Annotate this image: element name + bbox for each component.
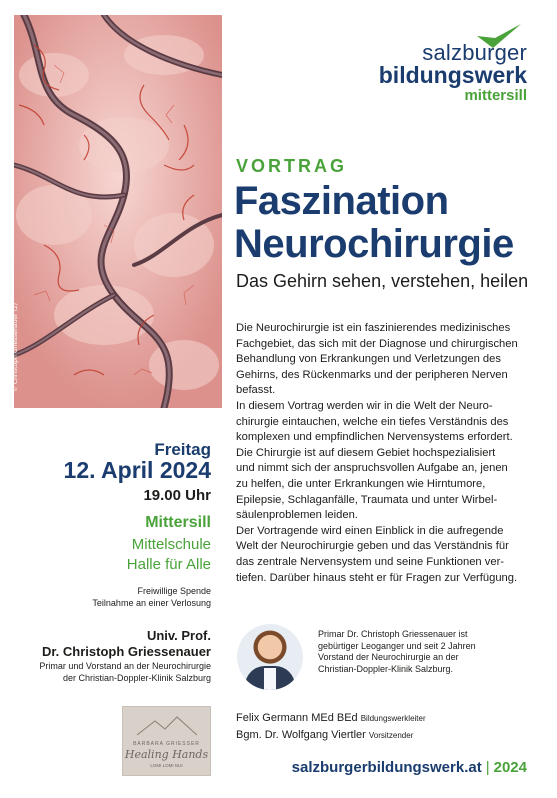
signature-name: Bgm. Dr. Wolfgang Viertler bbox=[236, 729, 366, 741]
event-venue: Mittelschule bbox=[131, 536, 211, 553]
title-line-1: Faszination bbox=[234, 179, 449, 223]
body-line: säulenproblemen leiden. bbox=[236, 509, 358, 522]
speaker-title: Univ. Prof. bbox=[146, 628, 211, 643]
bio-line: Christian-Doppler-Klinik Salzburg. bbox=[318, 663, 454, 674]
body-line: und nimmt sich der anspruchsvollen Aufgabe an, jenen bbox=[236, 462, 508, 475]
bio-line: gebürtiger Leoganger und seit 2 Jahren bbox=[318, 640, 476, 651]
sponsor-brand: Healing Hands bbox=[124, 748, 209, 761]
sponsor-tagline: LOMI LOMI NUI bbox=[150, 763, 183, 768]
event-title bbox=[234, 180, 514, 266]
speaker-name: Dr. Christoph Griessenauer bbox=[41, 644, 211, 659]
logo-check-icon bbox=[475, 22, 523, 50]
body-line: komplexen und empfindlichen Nervensystems erfordert. bbox=[236, 431, 513, 444]
sponsor-name: BARBARA GRIESSER bbox=[133, 741, 200, 747]
mountain-icon bbox=[137, 715, 197, 737]
speaker-portrait bbox=[237, 624, 303, 690]
speaker-role-line-1: Primar und Vorstand an der Neurochirurgie bbox=[39, 661, 211, 671]
speaker-bio bbox=[318, 629, 518, 675]
website-link[interactable]: salzburgerbildungswerk.at bbox=[291, 759, 482, 776]
body-line: In diesem Vortrag werden wir in die Welt der Neuro- bbox=[236, 399, 493, 412]
body-line: Die Chirurgie ist auf diesem Gebiet hochspezialisiert bbox=[236, 446, 496, 459]
logo-line-mittersill: mittersill bbox=[464, 87, 527, 104]
body-line: Der Vortragende wird einen Einblick in die aufregende bbox=[236, 524, 504, 537]
signature-name: Felix Germann MEd BEd bbox=[236, 712, 358, 724]
event-subtitle: Das Gehirn sehen, verstehen, heilen bbox=[236, 271, 529, 291]
body-line: Fachgebiet, das sich mit der Diagnose und chirurgischen bbox=[236, 337, 518, 350]
footer bbox=[292, 759, 527, 776]
event-date: 12. April 2024 bbox=[63, 457, 211, 483]
brain-surface-photo bbox=[14, 15, 222, 408]
logo-line-salzburger: salzburger bbox=[422, 40, 527, 65]
sponsor-logo bbox=[122, 706, 211, 776]
body-line: Welt der Neurochirurgie geben und das Verständnis für bbox=[236, 540, 509, 553]
speaker-role bbox=[39, 660, 211, 684]
body-line: befasst. bbox=[236, 384, 276, 397]
body-line: Epilepsie, Schlaganfälle, Traumata und unter Wirbel- bbox=[236, 493, 498, 506]
donation-line-1: Freiwillige Spende bbox=[137, 586, 211, 596]
event-day: Freitag bbox=[154, 440, 211, 459]
signature-role: Vorsitzender bbox=[368, 731, 414, 740]
bio-line: Vorstand der Neurochirurgie an der bbox=[318, 652, 459, 662]
body-line: zu helfen, die unter Erkrankungen wie Hirntumore, bbox=[236, 477, 486, 490]
event-time: 19.00 Uhr bbox=[143, 487, 211, 504]
body-line: Behandlung von Erkrankungen und Verletzungen des bbox=[236, 353, 501, 366]
footer-year: 2024 bbox=[493, 759, 527, 776]
brain-vessels-illustration bbox=[14, 15, 222, 408]
signature-chair bbox=[236, 729, 413, 741]
title-line-2: Neurochirurgie bbox=[234, 222, 514, 266]
event-town: Mittersill bbox=[145, 514, 211, 531]
body-line: chirurgie eintauchen, welche ein tiefes Verständnis des bbox=[236, 415, 509, 428]
signature-role: Bildungswerkleiter bbox=[360, 714, 426, 723]
speaker-role-line-2: der Christian-Doppler-Klinik Salzburg bbox=[62, 673, 211, 683]
portrait-collar bbox=[264, 668, 276, 690]
photo-credit: © Christoph Griessenauer (2) bbox=[12, 303, 19, 392]
kicker-label: VORTRAG bbox=[236, 156, 347, 176]
event-hall: Halle für Alle bbox=[126, 556, 211, 573]
donation-note bbox=[92, 585, 211, 609]
bildungswerk-logo bbox=[379, 26, 527, 104]
logo-line-bildungswerk: bildungswerk bbox=[378, 62, 527, 88]
body-line: das zentrale Nervensystem und seine Funktionen ver- bbox=[236, 555, 505, 568]
donation-line-2: Teilnahme an einer Verlosung bbox=[92, 598, 211, 608]
signature-leader bbox=[236, 712, 426, 724]
body-line: tiefen. Darüber hinaus steht er für Fragen zur Verfügung. bbox=[236, 571, 518, 584]
description-text bbox=[236, 321, 532, 586]
body-line: Die Neurochirurgie ist ein faszinierendes medizinisches bbox=[236, 322, 511, 334]
body-line: Gehirns, des Rückenmarks und der peripheren Nerven bbox=[236, 368, 508, 381]
footer-separator: | bbox=[485, 759, 490, 776]
bio-line: Primar Dr. Christoph Griessenauer ist bbox=[318, 629, 468, 639]
